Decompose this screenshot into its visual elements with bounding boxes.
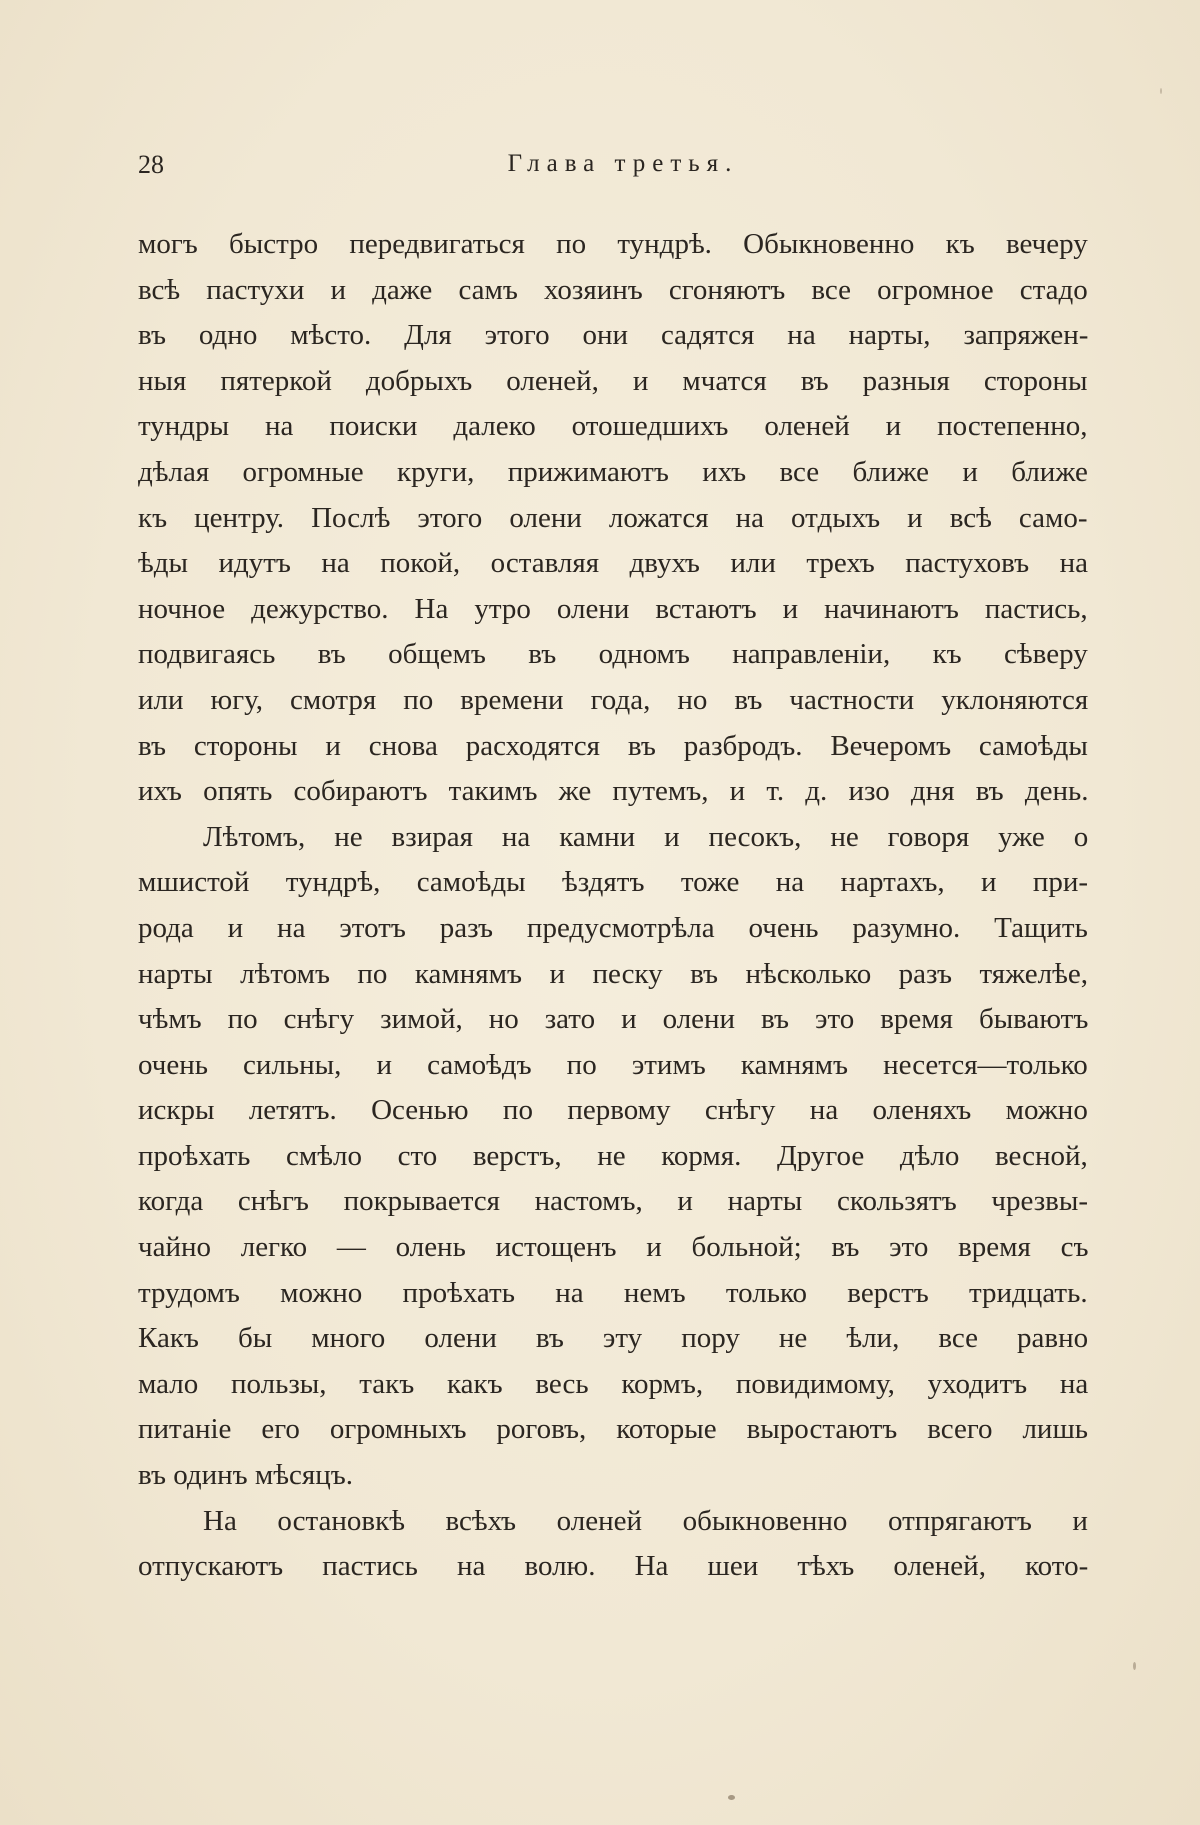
text-line-content: въ стороны и снова расходятся въ разбродъ. Вечеромъ самоѣды: [138, 729, 1088, 762]
text-line-content: чѣмъ по снѣгу зимой, но зато и олени въ это время бываютъ: [138, 1003, 1089, 1036]
text-line: [138, 1499, 1088, 1545]
text-line-content: рода и на этотъ разъ предусмотрѣла очень разумно. Тащить: [138, 911, 1088, 944]
text-line: [138, 1179, 1088, 1225]
text-line-content: мшистой тундрѣ, самоѣды ѣздятъ тоже на нартахъ, и при-: [138, 866, 1089, 899]
text-line: [138, 268, 1088, 314]
text-line: [138, 222, 1088, 268]
text-line-content: къ центру. Послѣ этого олени ложатся на отдыхъ и всѣ само-: [138, 501, 1088, 534]
text-line-content: ѣды идутъ на покой, оставляя двухъ или трехъ пастуховъ на: [138, 547, 1089, 580]
paper-speck: [728, 1795, 735, 1800]
paper-speck: [1160, 88, 1162, 94]
paper-speck: [1133, 1662, 1136, 1670]
text-line: [138, 678, 1088, 724]
text-line-content: чайно легко — олень истощенъ и больной; въ это время съ: [138, 1231, 1089, 1264]
text-line: [138, 997, 1088, 1043]
text-line: [138, 359, 1088, 405]
text-line: [138, 587, 1088, 633]
text-line: [138, 450, 1088, 496]
text-line-content: На остановкѣ всѣхъ оленей обыкновенно отпрягаютъ и: [203, 1504, 1088, 1537]
text-line-content: ныя пятеркой добрыхъ оленей, и мчатся въ разныя стороны: [138, 364, 1088, 397]
text-line-content: нарты лѣтомъ по камнямъ и песку въ нѣсколько разъ тяжелѣе,: [138, 957, 1088, 990]
page-header: [138, 150, 1088, 190]
text-line: [138, 632, 1088, 678]
text-line-content: ихъ опять собираютъ такимъ же путемъ, и т. д. изо дня въ день.: [138, 775, 1089, 808]
text-line-content: мало пользы, такъ какъ весь кормъ, повидимому, уходитъ на: [138, 1367, 1089, 1400]
text-line: [138, 769, 1088, 815]
text-line: [138, 860, 1088, 906]
text-line: [138, 1225, 1088, 1271]
text-line-content: ночное дежурство. На утро олени встаютъ и начинаютъ пастись,: [138, 592, 1088, 625]
text-line: [138, 1043, 1088, 1089]
text-line-content: очень сильны, и самоѣдъ по этимъ камнямъ несется—только: [138, 1048, 1088, 1081]
running-title: Глава третья.: [507, 150, 739, 177]
text-line-content: всѣ пастухи и даже самъ хозяинъ сгоняютъ все огромное стадо: [138, 273, 1088, 306]
text-line-content: могъ быстро передвигаться по тундрѣ. Обыкновенно къ вечеру: [138, 228, 1088, 260]
text-line: [138, 1271, 1088, 1317]
text-line-content: искры летятъ. Осенью по первому снѣгу на оленяхъ можно: [138, 1094, 1088, 1127]
text-line-content: трудомъ можно проѣхать на немъ только верстъ тридцать.: [138, 1276, 1088, 1309]
text-line: [138, 496, 1088, 542]
text-line: [138, 1362, 1088, 1408]
text-line-content: питаніе его огромныхъ роговъ, которые выростаютъ всего лишь: [138, 1413, 1089, 1446]
text-line-content: проѣхать смѣло сто верстъ, не кормя. Другое дѣло весной,: [138, 1139, 1088, 1172]
text-line-content: тундры на поиски далеко отошедшихъ оленей и постепенно,: [138, 410, 1088, 443]
body-text: [138, 222, 1088, 1590]
text-line: [138, 724, 1088, 770]
text-line-content: когда снѣгъ покрывается настомъ, и нарты скользятъ чрезвы-: [138, 1185, 1089, 1218]
text-line-content: дѣлая огромные круги, прижимаютъ ихъ все ближе и ближе: [138, 455, 1088, 488]
text-line: [138, 1316, 1088, 1362]
text-line-content: въ одинъ мѣсяцъ.: [138, 1459, 353, 1492]
text-line: [138, 1407, 1088, 1453]
text-line: [138, 952, 1088, 998]
text-line: [138, 1544, 1088, 1590]
page-number: 28: [138, 150, 164, 179]
text-line-content: подвигаясь въ общемъ въ одномъ направленіи, къ сѣверу: [138, 638, 1088, 671]
text-line: [138, 313, 1088, 359]
text-line: [138, 815, 1088, 861]
text-line: [138, 541, 1088, 587]
text-line: [138, 404, 1088, 450]
text-line-content: отпускаютъ пастись на волю. На шеи тѣхъ оленей, кото-: [138, 1550, 1089, 1583]
text-line: [138, 906, 1088, 952]
text-line: [138, 1453, 1088, 1499]
text-line-content: Лѣтомъ, не взирая на камни и песокъ, не говоря уже о: [203, 820, 1089, 853]
text-line-content: Какъ бы много олени въ эту пору не ѣли, все равно: [138, 1322, 1089, 1355]
text-line: [138, 1134, 1088, 1180]
text-line-content: въ одно мѣсто. Для этого они садятся на нарты, запряжен-: [138, 319, 1089, 352]
text-line-content: или югу, смотря по времени года, но въ частности уклоняются: [138, 683, 1089, 716]
text-line: [138, 1088, 1088, 1134]
